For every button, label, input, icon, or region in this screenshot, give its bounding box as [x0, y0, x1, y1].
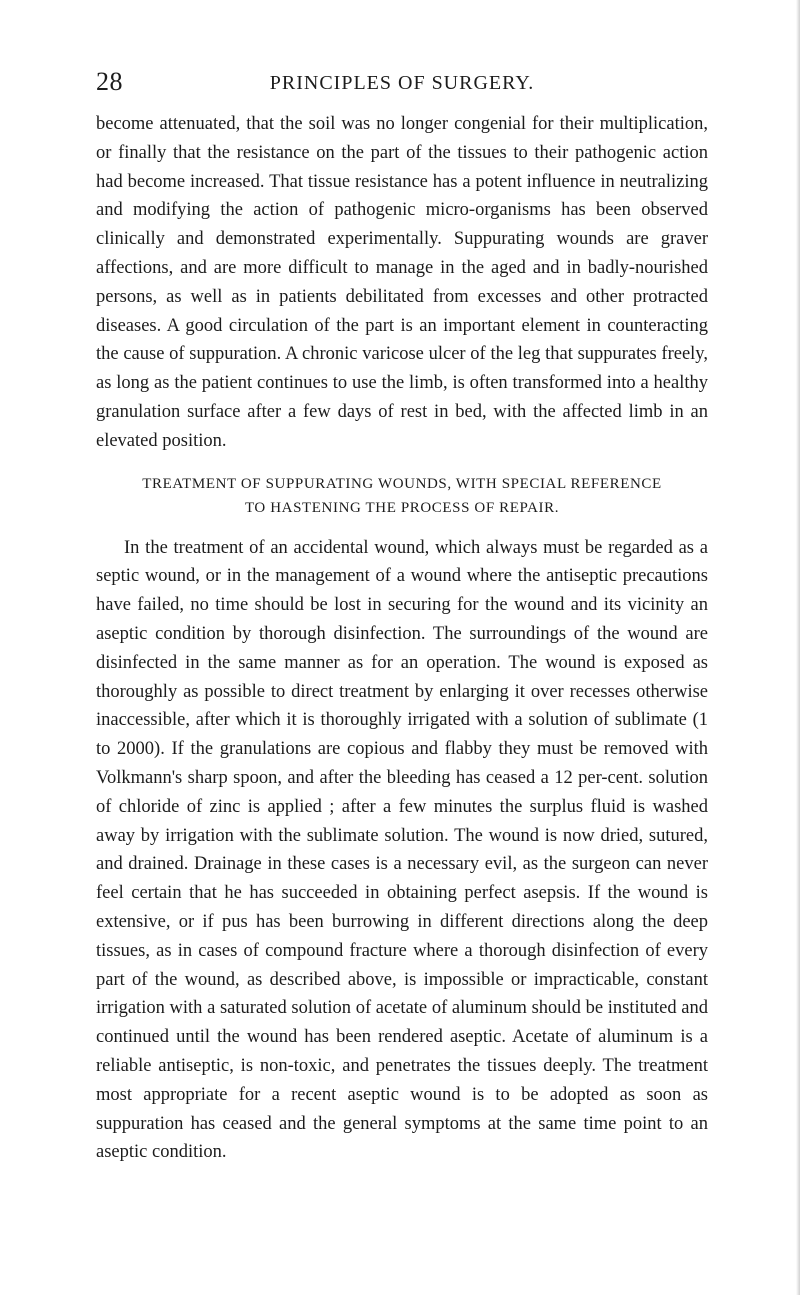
section-heading [96, 472, 708, 520]
paragraph-treatment: In the treatment of an accidental wound, which always must be regarded as a septic wound, or in the management of a wound where the antiseptic precautions have failed, no time should be lost in securing for the wound and its vicinity an aseptic condition by thorough disinfection. The surroundings of the wound are disinfected in the same manner as for an operation. The wound is exposed as thoroughly as possible to direct treatment by enlarging it over recesses otherwise inaccessible, after which it is thoroughly irrigated with a solution of sublimate (1 to 2000). If the granulations are copious and flabby they must be removed with Volkmann's sharp spoon, and after the bleeding has ceased a 12 per-cent. solution of chloride of zinc is applied ; after a few minutes the surplus fluid is washed away by irrigation with the sublimate solution. The wound is now dried, sutured, and drained. Drainage in these cases is a necessary evil, as the surgeon can never feel certain that he has succeeded in obtaining perfect asepsis. If the wound is extensive, or if pus has been burrowing in different directions along the deep tissues, as in cases of compound fracture where a thorough disinfection of every part of the wound, as described above, is impossible or impracticable, constant irrigation with a saturated solution of acetate of aluminum should be instituted and continued until the wound has been rendered aseptic. Acetate of aluminum is a reliable antiseptic, is non-toxic, and penetrates the tissues deeply. The treatment most appropriate for a recent aseptic wound is to be adopted as soon as suppuration has ceased and the general symptoms at the same time point to an aseptic condition. [96, 537, 708, 1163]
section-heading-line-1: TREATMENT OF SUPPURATING WOUNDS, WITH SPECIAL REFERENCE [142, 475, 662, 492]
running-head: PRINCIPLES OF SURGERY. [269, 72, 535, 94]
section-heading-line-2: TO HASTENING THE PROCESS OF REPAIR. [244, 499, 560, 516]
page-number: 28 [96, 67, 123, 96]
page-header [96, 66, 708, 98]
paragraph-continued: become attenuated, that the soil was no longer congenial for their multiplication, or finally that the resistance on the part of the tissues to their pathogenic action had become increased. That tissue resistance has a potent influence in neutralizing and modifying the action of pathogenic micro-organisms has been observed clinically and demonstrated experimentally. Suppurating wounds are graver affections, and are more difficult to manage in the aged and in badly-nourished persons, as well as in patients debilitated from excesses and other protracted diseases. A good circulation of the part is an important element in counteracting the cause of suppuration. A chronic varicose ulcer of the leg that suppurates freely, as long as the patient continues to use the limb, is often transformed into a healthy granulation surface after a few days of rest in bed, with the affected limb in an elevated position. [96, 114, 708, 451]
page-edge-shadow [796, 0, 800, 1295]
body-text [96, 110, 708, 1167]
